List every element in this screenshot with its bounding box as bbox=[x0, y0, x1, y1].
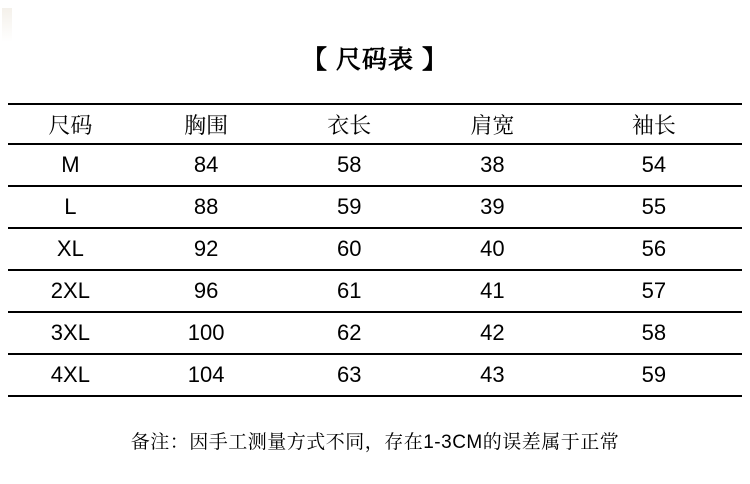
table-cell-size: XL bbox=[8, 228, 133, 270]
table-cell-size: 4XL bbox=[8, 354, 133, 396]
table-cell-size: L bbox=[8, 186, 133, 228]
table-cell-shoulder: 41 bbox=[419, 270, 566, 312]
table-row bbox=[8, 186, 742, 228]
table-header-cell: 袖长 bbox=[566, 104, 742, 144]
table-cell-sleeve: 56 bbox=[566, 228, 742, 270]
table-cell-bust: 84 bbox=[133, 144, 280, 186]
table-header-cell: 胸围 bbox=[133, 104, 280, 144]
page-title: 【 尺码表 】 bbox=[302, 46, 448, 74]
table-cell-shoulder: 43 bbox=[419, 354, 566, 396]
table-cell-bust: 96 bbox=[133, 270, 280, 312]
table-row bbox=[8, 228, 742, 270]
table-cell-sleeve: 54 bbox=[566, 144, 742, 186]
table-cell-bust: 104 bbox=[133, 354, 280, 396]
table-cell-size: M bbox=[8, 144, 133, 186]
table-cell-length: 59 bbox=[280, 186, 419, 228]
table-row bbox=[8, 144, 742, 186]
table-cell-sleeve: 57 bbox=[566, 270, 742, 312]
table-cell-bust: 92 bbox=[133, 228, 280, 270]
table-cell-length: 63 bbox=[280, 354, 419, 396]
size-table-container bbox=[0, 103, 750, 397]
table-row bbox=[8, 354, 742, 396]
table-cell-shoulder: 38 bbox=[419, 144, 566, 186]
table-cell-length: 58 bbox=[280, 144, 419, 186]
table-cell-length: 62 bbox=[280, 312, 419, 354]
table-body bbox=[8, 144, 742, 396]
table-cell-sleeve: 55 bbox=[566, 186, 742, 228]
table-cell-length: 61 bbox=[280, 270, 419, 312]
table-header bbox=[8, 104, 742, 144]
table-cell-bust: 88 bbox=[133, 186, 280, 228]
table-row bbox=[8, 270, 742, 312]
table-cell-sleeve: 58 bbox=[566, 312, 742, 354]
table-cell-size: 2XL bbox=[8, 270, 133, 312]
table-cell-sleeve: 59 bbox=[566, 354, 742, 396]
table-cell-bust: 100 bbox=[133, 312, 280, 354]
table-header-cell: 衣长 bbox=[280, 104, 419, 144]
table-cell-size: 3XL bbox=[8, 312, 133, 354]
table-cell-shoulder: 39 bbox=[419, 186, 566, 228]
table-header-row bbox=[8, 104, 742, 144]
table-header-cell: 肩宽 bbox=[419, 104, 566, 144]
decorative-corner-mark bbox=[2, 8, 12, 42]
size-table bbox=[8, 103, 742, 397]
table-cell-shoulder: 42 bbox=[419, 312, 566, 354]
table-header-cell: 尺码 bbox=[8, 104, 133, 144]
measurement-note: 备注：因手工测量方式不同，存在1-3CM的误差属于正常 bbox=[130, 432, 620, 453]
table-row bbox=[8, 312, 742, 354]
table-cell-length: 60 bbox=[280, 228, 419, 270]
table-cell-shoulder: 40 bbox=[419, 228, 566, 270]
